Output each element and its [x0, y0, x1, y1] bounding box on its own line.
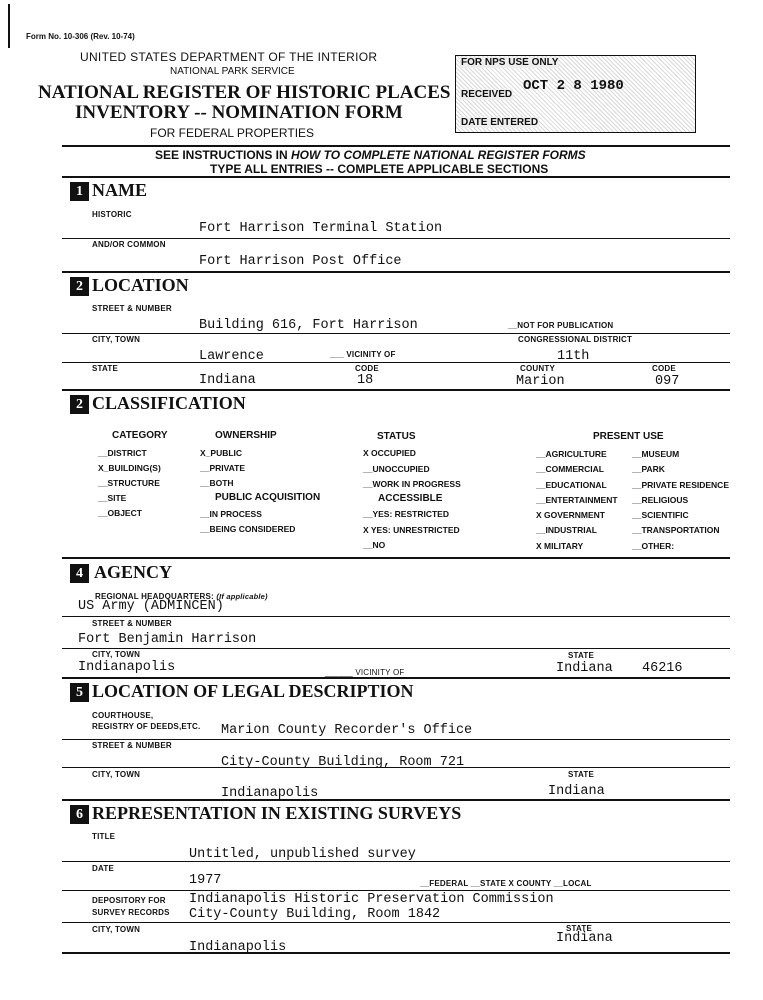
accessible-heading: ACCESSIBLE	[378, 493, 443, 504]
instructions-rule	[62, 176, 730, 178]
rule	[62, 648, 730, 649]
form-title-line1: NATIONAL REGISTER OF HISTORIC PLACES	[38, 82, 451, 103]
survey-city-label: CITY, TOWN	[92, 925, 141, 934]
street-number-label: STREET & NUMBER	[92, 304, 172, 313]
agency-city-value: Indianapolis	[78, 660, 176, 675]
rule	[62, 890, 730, 891]
access-no: __NO	[363, 540, 386, 550]
ownership-both: __BOTH	[200, 478, 234, 488]
acquisition-being-considered: __BEING CONSIDERED	[200, 524, 296, 534]
rule	[62, 677, 730, 679]
received-label: RECEIVED	[461, 89, 513, 100]
rule	[62, 271, 730, 273]
rule	[62, 616, 730, 617]
legal-state-value: Indiana	[548, 784, 605, 799]
rule	[62, 739, 730, 740]
survey-level-options: __FEDERAL __STATE X COUNTY __LOCAL	[420, 879, 592, 888]
section-number-5: 5	[70, 683, 89, 702]
use-private-residence: __PRIVATE RESIDENCE	[632, 480, 729, 490]
rule	[62, 238, 730, 239]
section-title-surveys: REPRESENTATION IN EXISTING SURVEYS	[92, 803, 462, 823]
state-label: STATE	[92, 364, 119, 373]
use-military: X MILITARY	[536, 541, 584, 551]
rule	[62, 922, 730, 923]
section-number-4: 4	[70, 564, 89, 583]
legal-city-label: CITY, TOWN	[92, 770, 141, 779]
survey-title-value: Untitled, unpublished survey	[189, 847, 416, 862]
common-name-label: AND/OR COMMON	[92, 240, 166, 249]
present-use-heading: PRESENT USE	[593, 431, 664, 442]
department-name: UNITED STATES DEPARTMENT OF THE INTERIOR	[80, 50, 378, 64]
use-educational: __EDUCATIONAL	[536, 480, 607, 490]
historic-label: HISTORIC	[92, 210, 132, 219]
category-heading: CATEGORY	[112, 430, 168, 441]
ownership-public: X_PUBLIC	[200, 448, 243, 458]
depository-value-1: Indianapolis Historic Preservation Commission	[189, 892, 554, 907]
survey-date-value: 1977	[189, 873, 222, 888]
regional-hq-label: REGIONAL HEADQUARTERS: (If applicable)	[95, 592, 268, 601]
use-agriculture: __AGRICULTURE	[536, 449, 607, 459]
vicinity-label: ___ VICINITY OF	[330, 350, 396, 359]
agency-street-value: Fort Benjamin Harrison	[78, 632, 257, 647]
category-structure: __STRUCTURE	[98, 478, 160, 488]
access-unrestricted: X YES: UNRESTRICTED	[363, 525, 460, 535]
instructions-line2: TYPE ALL ENTRIES -- COMPLETE APPLICABLE SECTIONS	[210, 162, 549, 176]
section-title-location: LOCATION	[92, 275, 189, 295]
state-code-label: CODE	[355, 364, 379, 373]
survey-date-label: DATE	[92, 864, 114, 873]
instructions-line1: SEE INSTRUCTIONS IN HOW TO COMPLETE NATIONAL REGISTER FORMS	[155, 148, 586, 162]
legal-city-value: Indianapolis	[221, 786, 319, 801]
received-stamp: OCT 2 8 1980	[523, 78, 624, 94]
section-number-3: 2	[70, 395, 89, 414]
status-heading: STATUS	[377, 431, 416, 442]
form-title-line2: INVENTORY -- NOMINATION FORM	[75, 102, 403, 123]
use-transportation: __TRANSPORTATION	[632, 525, 720, 535]
use-industrial: __INDUSTRIAL	[536, 525, 597, 535]
regional-hq-value: US Army (ADMINCEN)	[78, 599, 224, 614]
section-title-classification: CLASSIFICATION	[92, 393, 246, 413]
section-title-name: NAME	[92, 180, 147, 200]
use-other: __OTHER:	[632, 541, 675, 551]
rule	[62, 362, 730, 363]
category-district: __DISTRICT	[98, 448, 147, 458]
county-code-label: CODE	[652, 364, 676, 373]
section-number-6: 6	[70, 805, 89, 824]
acquisition-in-process: __IN PROCESS	[200, 509, 262, 519]
date-entered-label: DATE ENTERED	[461, 117, 539, 128]
county-label: COUNTY	[520, 364, 555, 373]
depository-label-2: SURVEY RECORDS	[92, 908, 170, 917]
use-government: X GOVERNMENT	[536, 510, 605, 520]
rule	[62, 799, 730, 801]
ownership-heading: OWNERSHIP	[215, 430, 277, 441]
registry-label: REGISTRY OF DEEDS,ETC.	[92, 722, 201, 731]
rule	[62, 557, 730, 559]
state-value: Indiana	[199, 373, 256, 388]
section-title-agency: AGENCY	[94, 562, 173, 582]
congressional-district-label: CONGRESSIONAL DISTRICT	[518, 335, 633, 344]
public-acquisition-heading: PUBLIC ACQUISITION	[215, 492, 321, 503]
status-unoccupied: __UNOCCUPIED	[363, 464, 430, 474]
section-number-1: 1	[70, 182, 89, 201]
state-code-value: 18	[357, 373, 374, 388]
use-entertainment: __ENTERTAINMENT	[536, 495, 618, 505]
not-for-publication-label: __NOT FOR PUBLICATION	[508, 321, 614, 330]
agency-zip-value: 46216	[642, 661, 683, 676]
ownership-private: __PRIVATE	[200, 463, 246, 473]
section-number-2: 2	[70, 277, 89, 296]
scan-mark	[8, 4, 10, 48]
use-religious: __RELIGIOUS	[632, 495, 689, 505]
survey-state-label: STATE	[566, 924, 593, 933]
agency-city-label: CITY, TOWN	[92, 650, 141, 659]
header-rule	[62, 145, 730, 147]
category-site: __SITE	[98, 493, 127, 503]
rule	[62, 389, 730, 391]
depository-label-1: DEPOSITORY FOR	[92, 896, 166, 905]
survey-city-value: Indianapolis	[189, 940, 287, 955]
agency-state-value: Indiana	[556, 661, 613, 676]
common-name-value: Fort Harrison Post Office	[199, 254, 402, 269]
courthouse-value: Marion County Recorder's Office	[221, 723, 473, 738]
agency-street-label: STREET & NUMBER	[92, 619, 172, 628]
rule	[62, 333, 730, 334]
status-occupied: X OCCUPIED	[363, 448, 416, 458]
district-value: 11th	[557, 349, 590, 364]
rule	[62, 767, 730, 768]
legal-street-value: City-County Building, Room 721	[221, 755, 465, 770]
rule	[62, 952, 730, 954]
form-number: Form No. 10-306 (Rev. 10-74)	[26, 32, 135, 41]
use-museum: __MUSEUM	[632, 449, 680, 459]
survey-title-label: TITLE	[92, 832, 116, 841]
county-value: Marion	[516, 374, 565, 389]
service-name: NATIONAL PARK SERVICE	[170, 66, 295, 77]
historic-name-value: Fort Harrison Terminal Station	[199, 221, 443, 236]
form-subtitle: FOR FEDERAL PROPERTIES	[150, 126, 315, 140]
depository-value-2: City-County Building, Room 1842	[189, 907, 441, 922]
category-object: __OBJECT	[98, 508, 142, 518]
use-park: __PARK	[632, 464, 665, 474]
agency-vicinity-label: ______ VICINITY OF	[325, 668, 405, 677]
rule	[62, 861, 730, 862]
survey-state-value: Indiana	[556, 931, 613, 946]
legal-state-label: STATE	[568, 770, 595, 779]
access-restricted: __YES: RESTRICTED	[363, 509, 449, 519]
use-scientific: __SCIENTIFIC	[632, 510, 689, 520]
category-buildings: X_BUILDING(S)	[98, 463, 161, 473]
use-commercial: __COMMERCIAL	[536, 464, 605, 474]
street-value: Building 616, Fort Harrison	[199, 318, 418, 333]
city-value: Lawrence	[199, 349, 264, 364]
county-code-value: 097	[655, 374, 680, 389]
section-title-legal-description: LOCATION OF LEGAL DESCRIPTION	[92, 681, 414, 701]
nps-use-box	[455, 55, 696, 133]
legal-street-label: STREET & NUMBER	[92, 741, 172, 750]
nps-use-label: FOR NPS USE ONLY	[461, 57, 559, 68]
courthouse-label: COURTHOUSE,	[92, 711, 154, 720]
city-town-label: CITY, TOWN	[92, 335, 141, 344]
status-work-in-progress: __WORK IN PROGRESS	[363, 479, 461, 489]
agency-state-label: STATE	[568, 651, 595, 660]
